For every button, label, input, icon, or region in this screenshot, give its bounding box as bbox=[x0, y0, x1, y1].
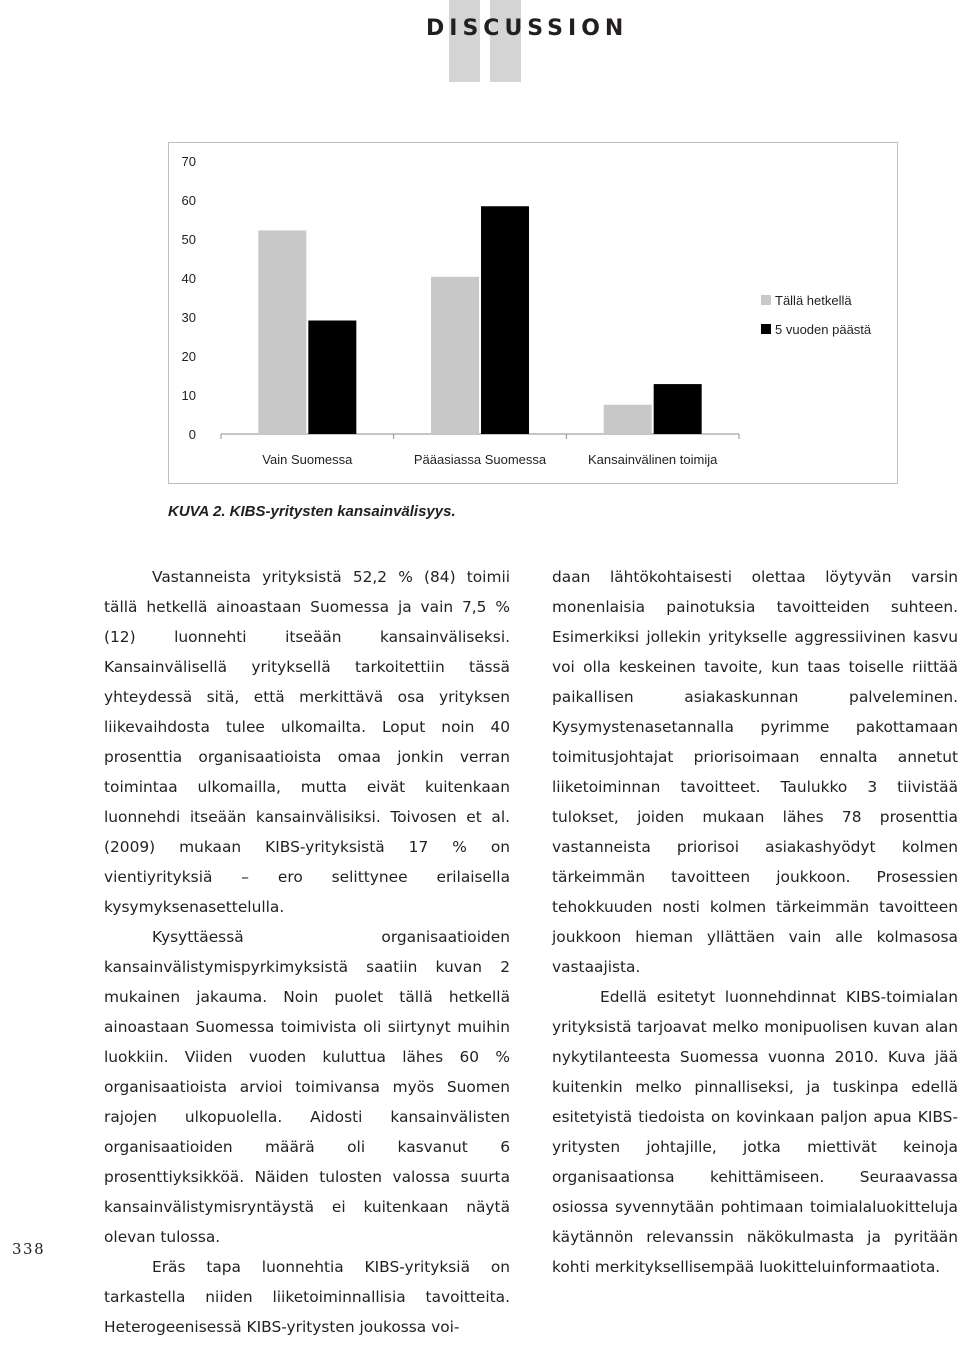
y-tick-label: 40 bbox=[181, 271, 196, 286]
y-tick-label: 70 bbox=[181, 154, 196, 169]
bar-five-years-1 bbox=[481, 206, 529, 434]
x-tick-label: Vain Suomessa bbox=[262, 452, 353, 467]
y-tick-label: 10 bbox=[181, 388, 196, 403]
paragraph: daan lähtökohtaisesti olettaa löytyvän varsin monenlaisia painotuksia tavoitteiden suhteen. Esimerkiksi jollekin yritykselle aggressiivinen kasvu voi olla keskeinen tavoite, kun taas toiselle riittää paikallisen asiakaskunnan palveleminen. Kysymystenasetannalla pyrimme pakottamaan toimitusjohtajat priorisoimaan ennalta annetut liiketoiminnan tavoitteet. Taulukko 3 tiivistää tulokset, joiden mukaan lähes 78 prosenttia vastanneista priorisoi asiakashyödyt kolmen tärkeimmän tavoitteen joukkoon. Prosessien tehokkuuden nosti kolmen tärkeimmän tavoitteen joukkoon hieman yllättäen vain alle kolmasosa vastaajista. bbox=[552, 568, 958, 976]
text-column-left bbox=[104, 562, 510, 1342]
header-decoration-bar-1 bbox=[449, 0, 480, 82]
y-tick-label: 30 bbox=[181, 310, 196, 325]
chart-svg bbox=[169, 143, 899, 485]
figure-caption: KUVA 2. KIBS-yritysten kansainvälisyys. bbox=[168, 503, 456, 520]
bar-current-0 bbox=[258, 230, 306, 434]
x-tick-label: Pääasiassa Suomessa bbox=[413, 452, 547, 467]
text-column-right bbox=[552, 562, 958, 1282]
y-tick-label: 50 bbox=[181, 232, 196, 247]
y-tick-label: 60 bbox=[181, 193, 196, 208]
y-tick-label: 20 bbox=[181, 349, 196, 364]
x-tick-label: Kansainvälinen toimija bbox=[587, 452, 718, 467]
bar-five-years-0 bbox=[308, 321, 356, 434]
header-decoration-bar-2 bbox=[490, 0, 521, 82]
legend-label: Tällä hetkellä bbox=[775, 293, 852, 308]
bar-current-2 bbox=[604, 405, 652, 434]
y-tick-label: 0 bbox=[188, 427, 196, 442]
paragraph: Vastanneista yrityksistä 52,2 % (84) toimii tällä hetkellä ainoastaan Suomessa ja vain 7,5 % (12) luonnehti itseään kansainväliseksi. Kansainvälisellä yrityksellä tarkoitettiin tässä yhteydessä sitä, että merkittävä osa yrityksen liikevaihdosta tulee ulkomailta. Loput noin 40 prosenttia organisaatioista omaa jonkin verran toimintaa ulkomailla, mutta eivät kuitenkaan luonnehdi itseään kansainvälisiksi. Toivosen et al. (2009) mukaan KIBS-yrityksistä 17 % on vientiyrityksiä – ero selittynee erilaisella kysymyksenasettelulla. bbox=[104, 568, 510, 916]
section-title: DISCUSSION bbox=[426, 16, 629, 41]
legend-label: 5 vuoden päästä bbox=[775, 322, 872, 337]
legend-swatch bbox=[761, 295, 771, 305]
paragraph: Kysyttäessä organisaatioiden kansainvälistymispyrkimyksistä saatiin kuvan 2 mukainen jakauma. Noin puolet tällä hetkellä ainoastaan Suomessa toimivista oli siirtynyt muihin luokkiin. Viiden vuoden kuluttua lähes 60 % organisaatioista arvioi toimivansa myös Suomen rajojen ulkopuolella. Aidosti kansainvälisten organisaatioiden määrä oli kasvanut 6 prosenttiyksikköä. Näiden tulosten valossa suurta kansainvälistymisryntäystä ei kuitenkaan näytä olevan tulossa. bbox=[104, 928, 510, 1246]
paragraph: Eräs tapa luonnehtia KIBS-yrityksiä on tarkastella niiden liiketoiminnallisia tavoitteita. Heterogeenisessä KIBS-yritysten joukossa voi- bbox=[104, 1258, 510, 1336]
bar-chart bbox=[168, 142, 898, 484]
bar-current-1 bbox=[431, 277, 479, 434]
page-number: 338 bbox=[12, 1240, 46, 1258]
paragraph: Edellä esitetyt luonnehdinnat KIBS-toimialan yrityksistä tarjoavat melko monipuolisen kuvan alan nykytilanteesta Suomessa vuonna 2010. Kuva jää kuitenkin melko pinnalliseksi, ja tuskinpa edellä esitetyistä tiedoista on kovinkaan paljon apua KIBS-yritysten johtajille, jotka miettivät keinoja organisaationsa kehittämiseen. Seuraavassa osiossa syvennytään pohtimaan toimialaluokitteluja käytännön relevanssin näkökulmasta ja pyritään kohti merkityksellisempää luokitteluinformaatiota. bbox=[552, 988, 958, 1276]
legend-swatch bbox=[761, 324, 771, 334]
bar-five-years-2 bbox=[654, 384, 702, 434]
